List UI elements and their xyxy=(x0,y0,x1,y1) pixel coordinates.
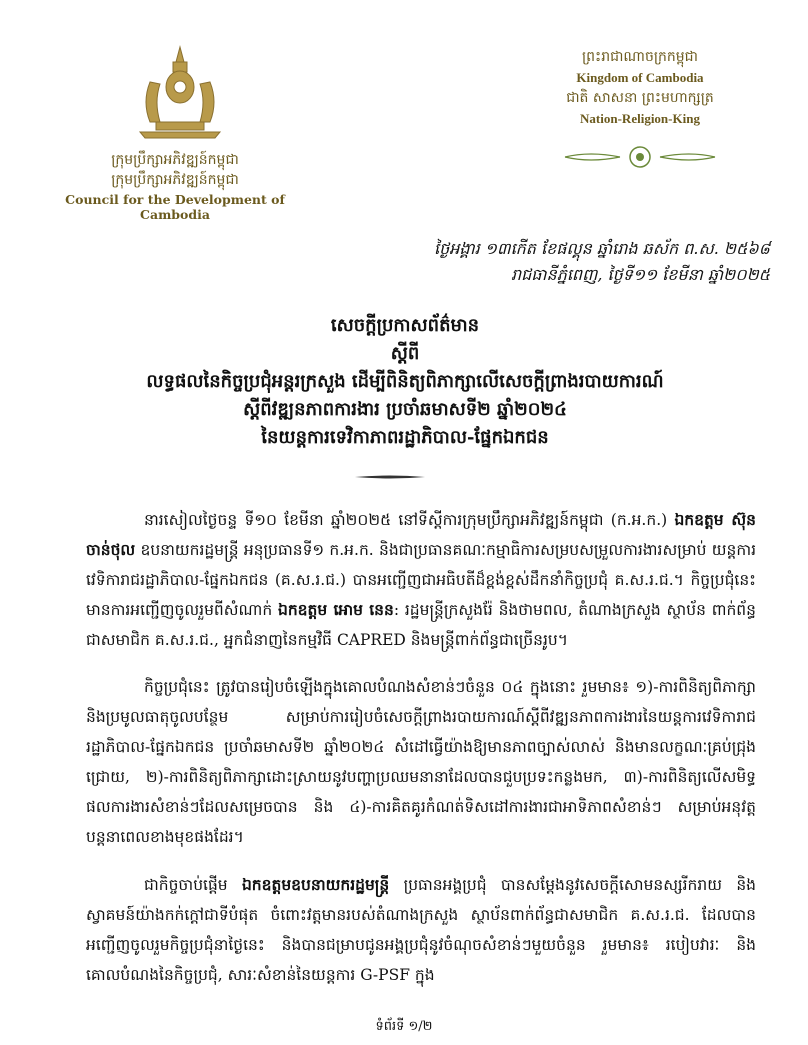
p1-text-a: នារសៀលថ្ងៃចន្ទ ទី១០ ខែមីនា ឆ្នាំ២០២៥ នៅទីស្តីការក្រុមប្រឹក្សាអភិវឌ្ឍន៍កម្ពុជា (ក.អ.ក.) xyxy=(144,511,675,529)
p1-text-c: ឧបនាយករដ្ឋមន្ត្រី អនុប្រធានទី១ ក.អ.ក. និងជាប្រធានគណៈកម្មាធិការសម្របសម្រួលការងារសម្រាប់ យន្តការវេទិការាជរដ្ឋាភិបាល-ផ្នែកឯកជន (គ.ស.រ.ជ.) បានអញ្ជើញជាអធិបតីដ៏ខ្ពង់ខ្ពស់ដឹកនាំកិច្ចប្រជុំ គ.ស.រ.ជ.។ កិច្ចប្រជុំនេះមានការអញ្ជើញចូលរួមពីសំណាក់ xyxy=(86,541,756,619)
p3-text-a: ជាកិច្ចចាប់ផ្តើម xyxy=(144,876,242,894)
kingdom-name-kh: ព្រះរាជាណាចក្រកម្ពុជា xyxy=(581,49,698,65)
title-line-2: ស្តីពី xyxy=(390,343,420,364)
p1-bold-name-1: ឯកឧត្តម ស៊ុន ចាន់ថុល xyxy=(86,510,756,559)
date-solar: រាជធានីភ្នំពេញ, ថ្ងៃទី១១ ខែមីនា ឆ្នាំ២០២៥ xyxy=(510,265,770,284)
council-header xyxy=(40,150,310,222)
title-line-1: សេចក្តីប្រកាសព័ត៌មាន xyxy=(330,315,480,336)
kingdom-name-en: Kingdom of Cambodia xyxy=(576,70,704,85)
council-name-en: Council for the Development of Cambodia xyxy=(65,192,285,222)
paragraph-2 xyxy=(86,672,756,852)
title-divider xyxy=(355,465,425,471)
p2-text: កិច្ចប្រជុំនេះ ត្រូវបានរៀបចំឡើងក្នុងគោលបំណងសំខាន់ៗចំនួន ០៤ ក្នុងនោះ រួមមាន៖ ១)-ការពិនិត្យពិភាក្សា និងប្រមូលធាតុចូលបន្ថែម សម្រាប់ការរៀបចំសេចក្តីព្រាងរបាយការណ៍ស្តីពីវឌ្ឍនភាពការងារនៃយន្តការវេទិការាជរដ្ឋាភិបាល-ផ្នែកឯកជន ប្រចាំឆមាសទី២ ឆ្នាំ២០២៤ សំដៅធ្វើយ៉ាងឱ្យមានភាពច្បាស់លាស់ និងមានលក្ខណៈគ្រប់ជ្រុងជ្រោយ, ២)-ការពិនិត្យពិភាក្សាដោះស្រាយនូវបញ្ហាប្រឈមនានាដែលបានជួបប្រទះកន្លងមក, ៣)-ការពិនិត្យលើសមិទ្ធផលការងារសំខាន់ៗដែលសម្រេចបាន និង ៤)-ការគិតគូរកំណត់ទិសដៅការងារជាអាទិភាពសំខាន់ៗ សម្រាប់អនុវត្តបន្តនាពេលខាងមុខផងដែរ។ xyxy=(86,678,756,846)
council-name-kh-1: ក្រុមប្រឹក្សាអភិវឌ្ឍន៍កម្ពុជា xyxy=(111,152,239,168)
paragraph-3 xyxy=(86,870,756,990)
p1-text-d: : រដ្ឋមន្ត្រីក្រសួងរ៉ែ និងថាមពល, តំណាងក្រសួង ស្ថាប័ន ពាក់ព័ន្ធជាសមាជិក គ.ស.រ.ជ., អ្នកជំនាញនៃកម្មវិធី CAPRED និងមន្ត្រីពាក់ព័ន្ធជាច្រើនរូប។ xyxy=(86,601,756,649)
title-block xyxy=(60,312,750,452)
title-line-4: ស្តីពីវឌ្ឍនភាពការងារ ប្រចាំឆមាសទី២ ឆ្នាំ២០២៤ xyxy=(243,399,567,420)
date-lunar: ថ្ងៃអង្គារ ១៣កើត ខែផល្គុន ឆ្នាំរោង ឆស័ក ព.ស. ២៥៦៨ xyxy=(434,239,770,258)
royal-emblem xyxy=(120,42,240,142)
paragraph-1 xyxy=(86,505,756,655)
title-line-3: លទ្ធផលនៃកិច្ចប្រជុំអន្តរក្រសួង ដើម្បីពិនិត្យពិភាក្សាលើសេចក្តីព្រាងរបាយការណ៍ xyxy=(146,371,664,392)
council-name-kh-2: ក្រុមប្រឹក្សាអភិវឌ្ឍន៍កម្ពុជា xyxy=(111,172,239,188)
page-number: ទំព័រទី ១/២ xyxy=(375,1019,433,1034)
title-line-5: នៃយន្តការទេវិកាភាពរដ្ឋាភិបាល-ផ្នែកឯកជន xyxy=(261,427,549,448)
motto-en: Nation-Religion-King xyxy=(580,111,700,126)
p3-text-c: ប្រធានអង្គប្រជុំ បានសម្តែងនូវសេចក្តីសោមនស្សរីករាយ និងស្វាគមន៍យ៉ាងកក់ក្តៅជាទីបំផុត ចំពោះវត្តមានរបស់តំណាងក្រសួង ស្ថាប័នពាក់ព័ន្ធជាសមាជិក គ.ស.រ.ជ. ដែលបានអញ្ជើញចូលរួមកិច្ចប្រជុំនាថ្ងៃនេះ និងបានជម្រាបជូនអង្គប្រជុំនូវចំណុចសំខាន់ៗមួយចំនួន រួមមាន៖ របៀបវារៈ និងគោលបំណងនៃកិច្ចប្រជុំ, សារៈសំខាន់នៃយន្តការ G-PSF ក្នុង xyxy=(86,876,757,984)
p3-bold-title: ឯកឧត្តមឧបនាយករដ្ឋមន្ត្រី xyxy=(241,875,390,894)
kingdom-header xyxy=(540,48,740,130)
p1-bold-name-2: ឯកឧត្តម អោម នេន xyxy=(277,600,394,619)
ornament-divider xyxy=(560,145,720,169)
motto-kh: ជាតិ សាសនា ព្រះមហាក្សត្រ xyxy=(566,90,714,106)
